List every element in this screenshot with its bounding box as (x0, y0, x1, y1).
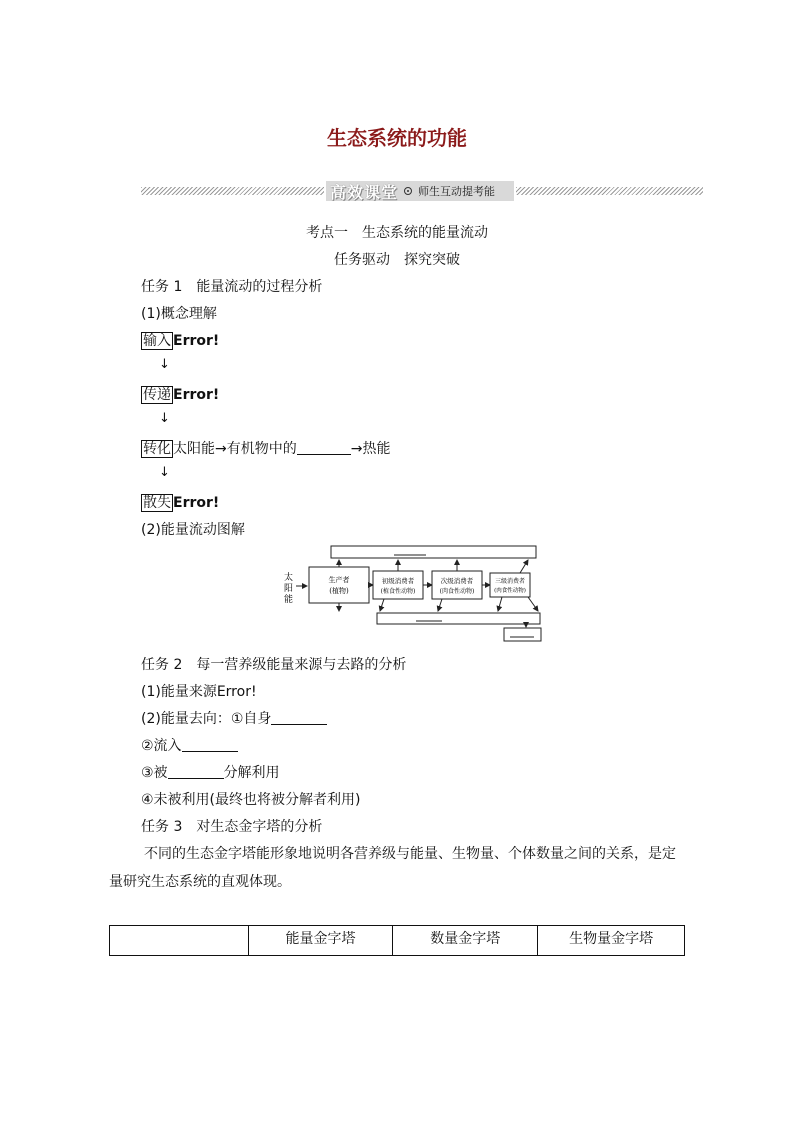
step-text: Error! (173, 495, 220, 511)
banner-hatch-left (141, 187, 324, 195)
section-heading: 考点一 生态系统的能量流动 (306, 225, 488, 241)
task1-title: 任务 1 能量流动的过程分析 (141, 279, 323, 295)
svg-text:生产者: 生产者 (328, 576, 350, 584)
task2-item2: ②流入 (141, 735, 238, 755)
fill-blank (297, 440, 351, 455)
down-arrow-icon: ↓ (159, 411, 170, 426)
table-header-cell (110, 926, 249, 956)
svg-text:(肉食性动物): (肉食性动物) (439, 588, 475, 595)
banner-sub-text: 师生互动提考能 (418, 185, 496, 198)
bullet-icon (404, 187, 412, 195)
table-header-cell: 能量金字塔 (248, 926, 393, 956)
bottom-bar-box (377, 613, 540, 624)
task2-item4: ④未被利用(最终也将被分解者利用) (141, 792, 361, 808)
section-banner (141, 181, 703, 201)
energy-flow-diagram (276, 542, 546, 644)
svg-text:初级消费者: 初级消费者 (381, 577, 415, 585)
banner-main-text: 高效课堂 (330, 182, 399, 202)
fill-blank (168, 764, 224, 779)
down-arrow-icon: ↓ (159, 465, 170, 480)
svg-text:次级消费者: 次级消费者 (440, 577, 474, 585)
step-label: 散失 (143, 495, 171, 511)
step-label: 输入 (143, 333, 171, 349)
table-header-cell: 数量金字塔 (393, 926, 538, 956)
task3-paragraph: 不同的生态金字塔能形象地说明各营养级与能量、生物量、个体数量之间的关系，是定量研究生态系统的直观体现。 (109, 846, 676, 890)
step-convert (141, 438, 390, 458)
sun-label: 太 (284, 573, 294, 583)
svg-text:(植物): (植物) (329, 587, 349, 595)
pyramid-table (109, 925, 685, 956)
task2-item3: ③被 分解利用 (141, 765, 280, 781)
step-text: Error! (173, 333, 220, 349)
step-text-after: →热能 (350, 441, 391, 457)
fill-blank (271, 710, 327, 725)
table-row (110, 926, 685, 956)
task2-destination: (2)能量去向：①自身 (141, 708, 327, 728)
svg-text:能: 能 (284, 595, 294, 605)
page-title: 生态系统的功能 (327, 126, 467, 150)
step-text: Error! (173, 387, 220, 403)
top-bar-box (331, 546, 536, 558)
step-label: 传递 (143, 387, 171, 403)
table-header-cell: 生物量金字塔 (538, 926, 685, 956)
step-text-before: 太阳能→有机物中的 (173, 441, 297, 457)
task1-part2: (2)能量流动图解 (141, 522, 245, 538)
svg-text:阳: 阳 (284, 584, 294, 594)
section-subheading: 任务驱动 探究突破 (334, 252, 460, 268)
task2-source: (1)能量来源Error! (141, 684, 257, 700)
step-label: 转化 (143, 441, 171, 457)
decomposer-box (504, 628, 541, 641)
svg-text:(植食性动物): (植食性动物) (380, 588, 416, 595)
banner-hatch-right (516, 187, 703, 195)
step-dissipate (141, 492, 219, 512)
step-transfer (141, 384, 219, 404)
down-arrow-icon: ↓ (159, 357, 170, 372)
svg-text:三级消费者: 三级消费者 (494, 578, 526, 585)
step-input (141, 330, 219, 350)
task1-part1: (1)概念理解 (141, 306, 217, 322)
svg-text:(肉食性动物): (肉食性动物) (494, 588, 526, 594)
node-producer (309, 567, 369, 603)
fill-blank (182, 737, 238, 752)
banner-box (326, 181, 514, 201)
task3-title: 任务 3 对生态金字塔的分析 (141, 819, 323, 835)
task2-title: 任务 2 每一营养级能量来源与去路的分析 (141, 657, 407, 673)
